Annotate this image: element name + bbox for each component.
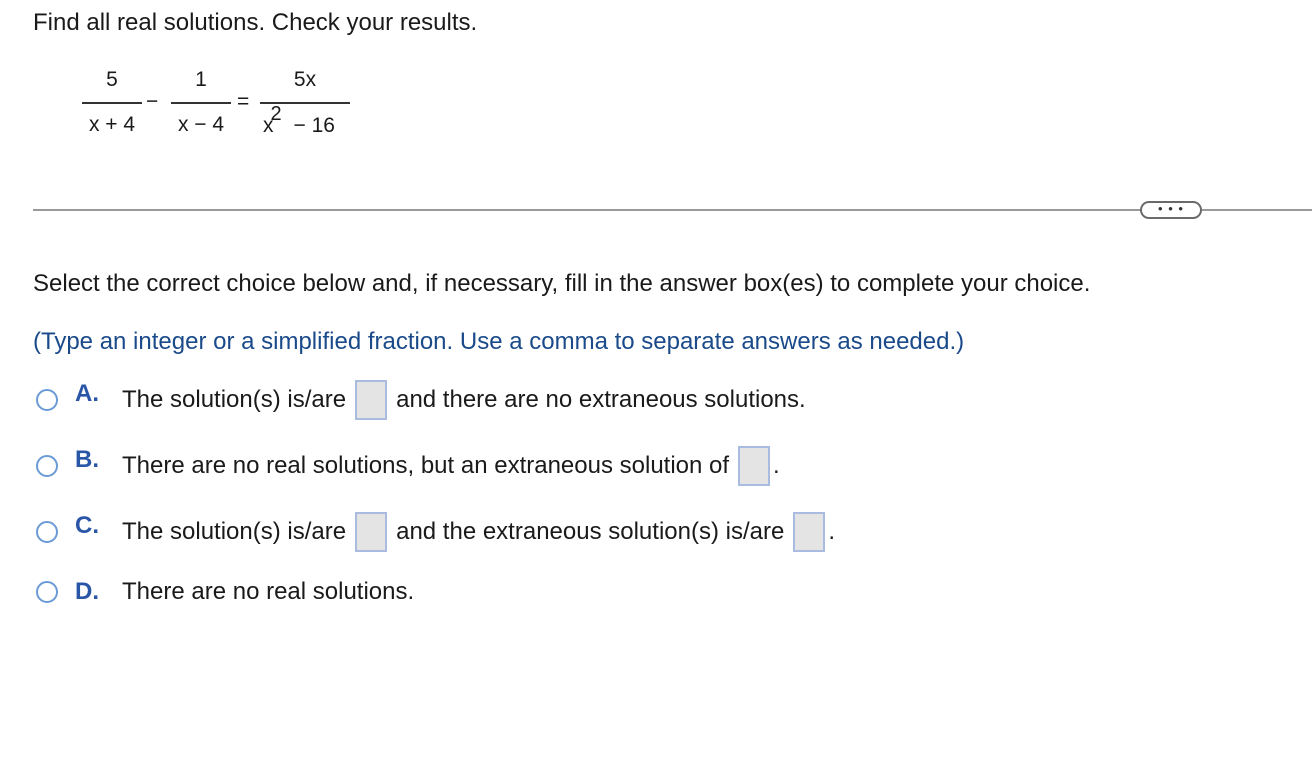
choice-c-letter: C. [75,512,99,539]
choice-c-text-middle: and the extraneous solution(s) is/are [396,518,785,545]
choice-a-text: The solution(s) is/are [122,386,347,413]
question-title: Find all real solutions. Check your results. [33,9,478,36]
radio-c[interactable] [36,521,58,543]
fraction-2-numerator: 1 [195,68,207,91]
choice-c[interactable] [36,512,835,552]
answer-box-b[interactable] [738,446,770,486]
more-button[interactable]: • • • [1140,201,1202,219]
choice-a-text-after: and there are no extraneous solutions. [396,386,806,413]
radio-a[interactable] [36,389,58,411]
section-divider [33,209,1312,211]
choice-a-letter: A. [75,380,99,407]
choice-a[interactable] [36,380,806,420]
choice-b[interactable] [36,446,780,486]
radio-d[interactable] [36,581,58,603]
choice-d-text: There are no real solutions. [122,578,415,605]
fraction-1-denominator: x + 4 [88,113,136,136]
denominator-exponent: 2 [270,103,282,125]
fraction-2-bar [171,102,231,104]
radio-b[interactable] [36,455,58,477]
choice-b-letter: B. [75,446,99,473]
fraction-1-numerator: 5 [106,68,118,91]
choice-c-text: The solution(s) is/are [122,518,347,545]
minus-operator: − [146,90,159,113]
fraction-2-denominator: x − 4 [177,113,225,136]
fraction-1-bar [82,102,142,104]
choice-b-period: . [773,452,780,479]
fraction-3-numerator: 5x [293,68,317,91]
answer-box-c2[interactable] [793,512,825,552]
instructions: Select the correct choice below and, if necessary, fill in the answer box(es) to complete your choice. [33,270,1091,297]
choice-d-letter: D. [75,578,99,605]
answer-box-c1[interactable] [355,512,387,552]
choice-b-text: There are no real solutions, but an extraneous solution of [122,452,730,479]
answer-hint: (Type an integer or a simplified fraction. Use a comma to separate answers as needed.) [33,328,965,355]
denominator-base: x [263,114,274,137]
denominator-rest: − 16 [293,114,335,137]
choice-c-period: . [828,518,835,545]
choice-d[interactable] [36,572,414,612]
fraction-3-denominator [263,103,335,138]
equals-operator: = [237,90,250,113]
answer-box-a[interactable] [355,380,387,420]
